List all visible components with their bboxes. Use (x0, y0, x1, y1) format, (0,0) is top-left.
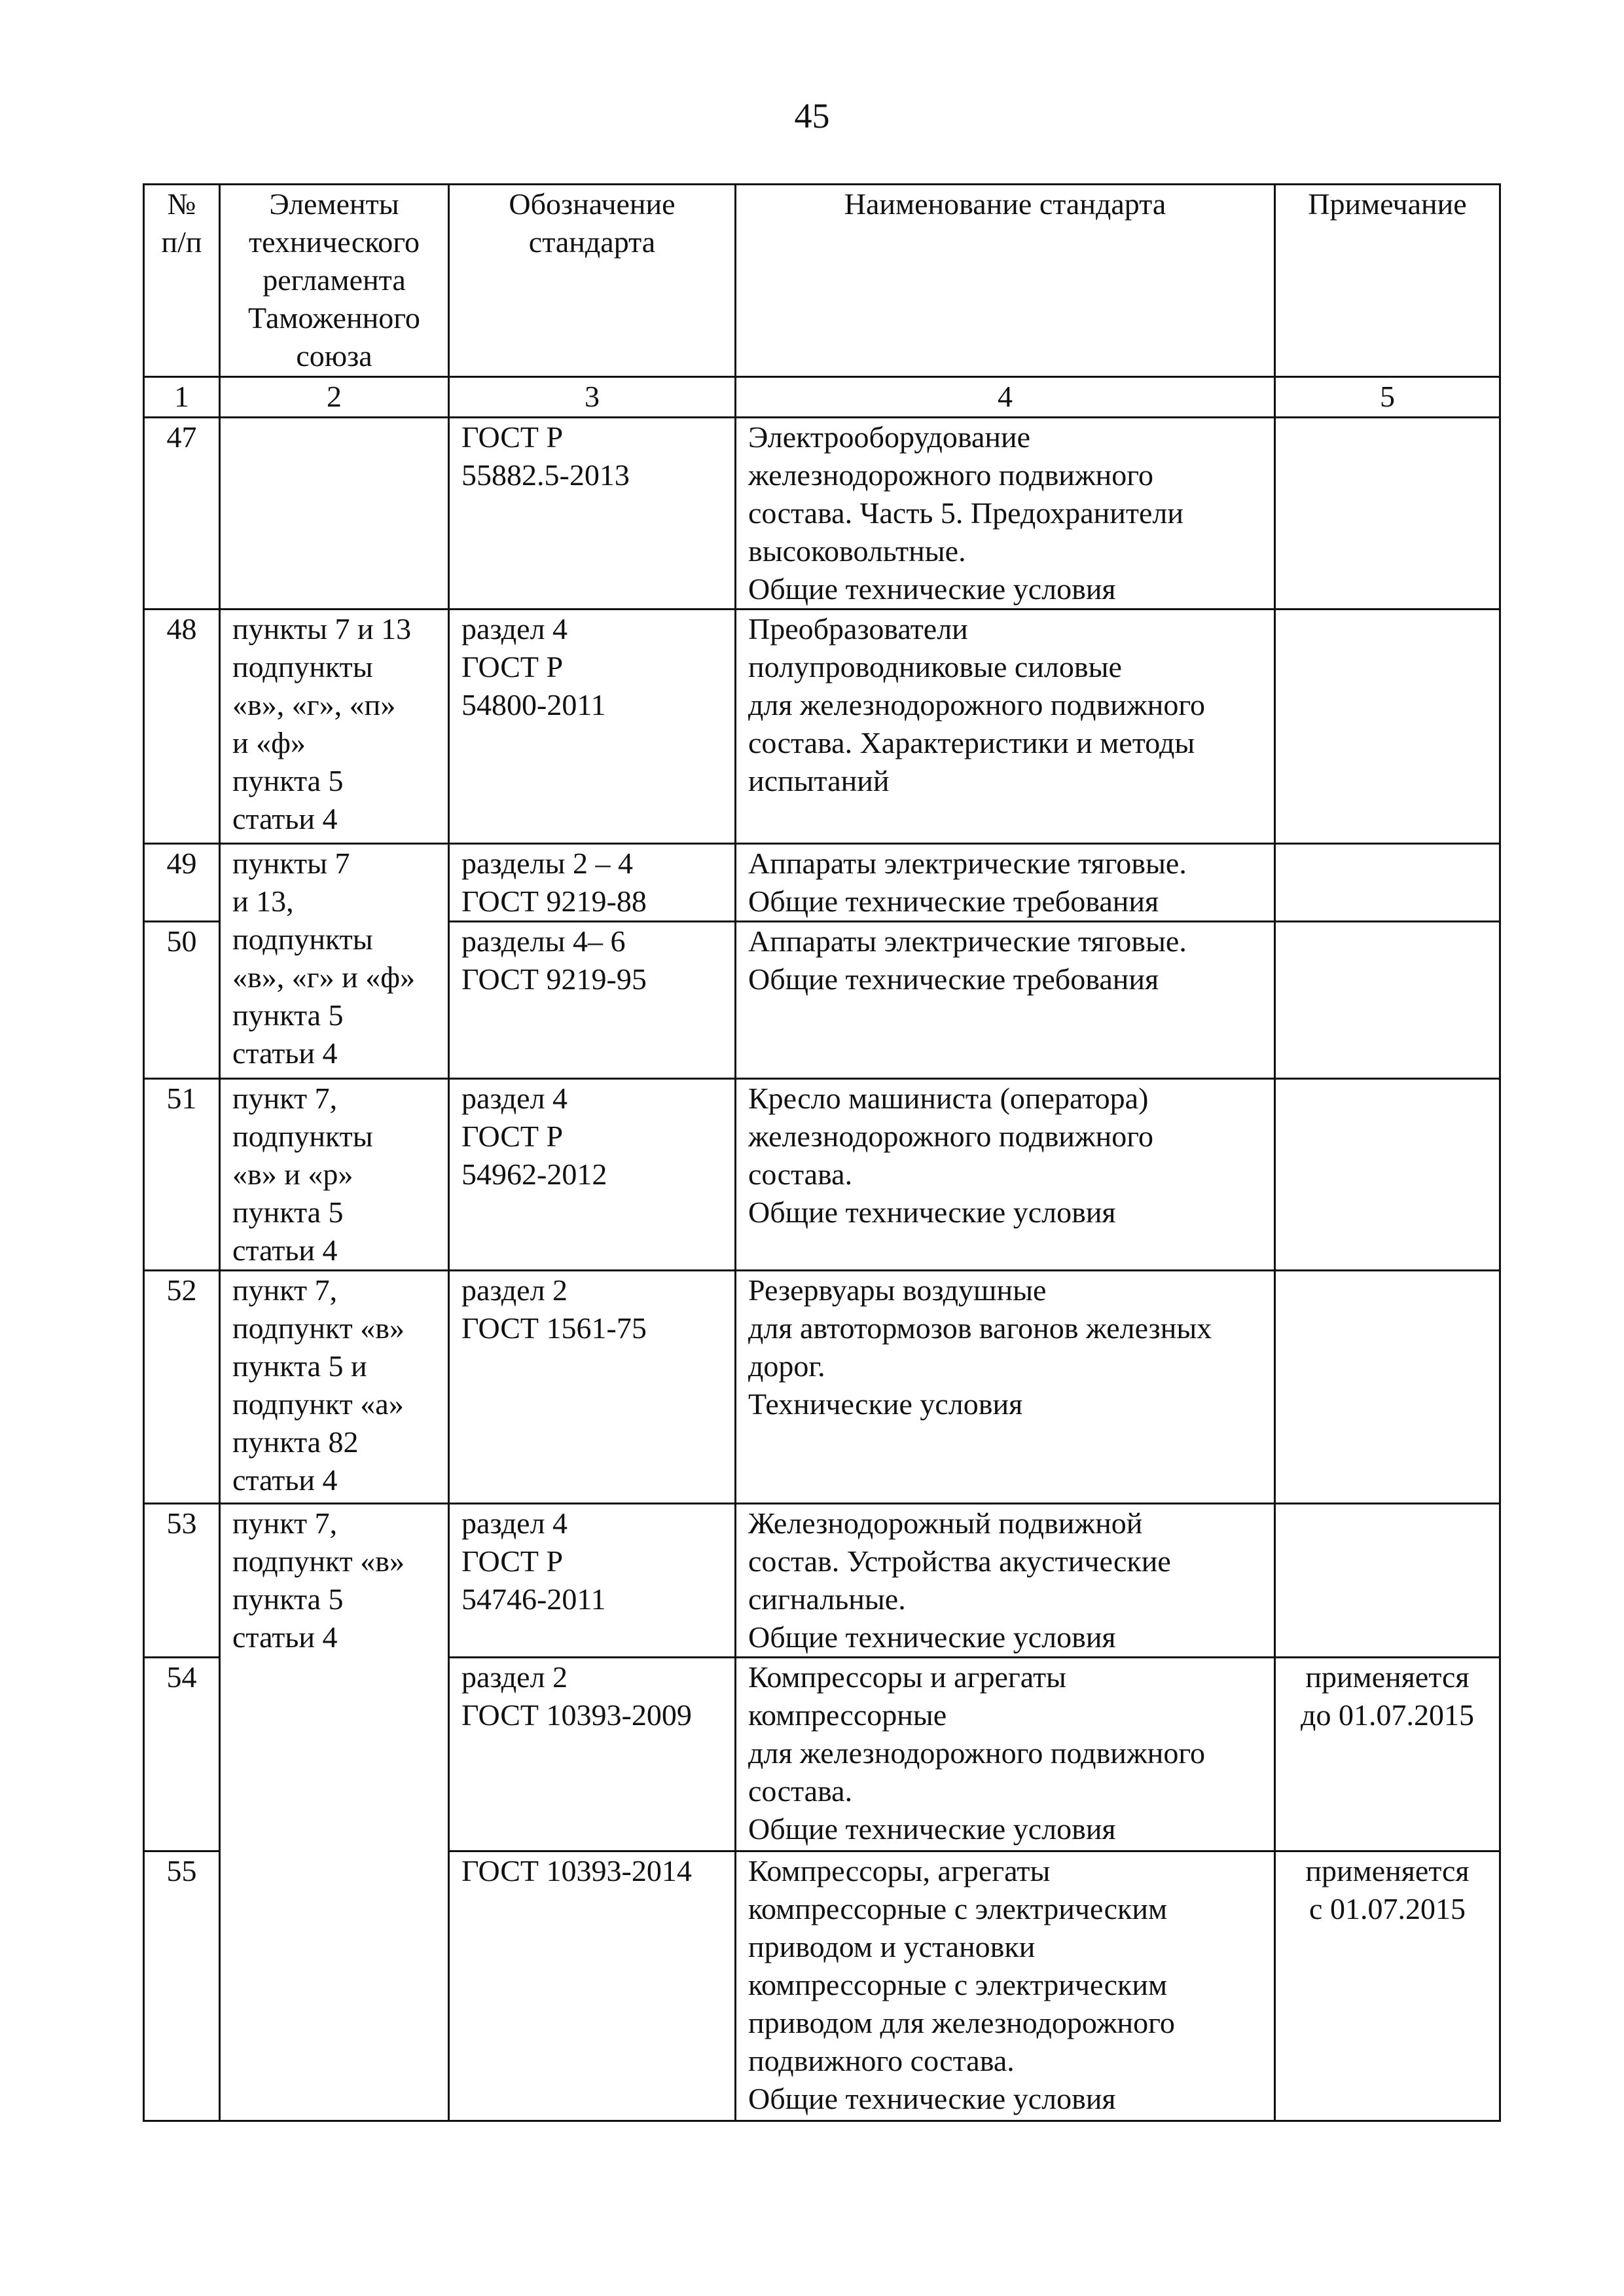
row-standard-name: Аппараты электрические тяговые. Общие технические требования (736, 844, 1275, 922)
row-standard-name: Компрессоры и агрегаты компрессорные для железнодорожного подвижного состава. Общие технические условия (736, 1658, 1275, 1851)
header-designation: Обозначение стандарта (449, 185, 736, 377)
header-number: № п/п (144, 185, 220, 377)
row-note (1275, 1079, 1500, 1271)
row-number: 55 (144, 1851, 220, 2121)
row-elements: пункт 7, подпункт «в» пункта 5 и подпункт «а» пункта 82 статьи 4 (220, 1271, 449, 1504)
column-number: 5 (1275, 377, 1500, 418)
row-designation: разделы 4– 6 ГОСТ 9219-95 (449, 922, 736, 1079)
row-note: применяется с 01.07.2015 (1275, 1851, 1500, 2121)
column-number: 1 (144, 377, 220, 418)
row-number: 51 (144, 1079, 220, 1271)
row-designation: раздел 4 ГОСТ Р 54962-2012 (449, 1079, 736, 1271)
row-designation: ГОСТ Р 55882.5-2013 (449, 418, 736, 610)
header-note: Примечание (1275, 185, 1500, 377)
table-row (144, 1271, 1500, 1504)
row-elements: пункт 7, подпункт «в» пункта 5 статьи 4 (220, 1504, 449, 2121)
row-note (1275, 1271, 1500, 1504)
table-row (144, 844, 1500, 922)
row-elements (220, 418, 449, 610)
column-number: 3 (449, 377, 736, 418)
row-elements: пункт 7, подпункты «в» и «р» пункта 5 статьи 4 (220, 1079, 449, 1271)
row-number: 53 (144, 1504, 220, 1658)
page-number: 45 (794, 96, 830, 136)
row-standard-name: Компрессоры, агрегаты компрессорные с электрическим приводом и установки компрессорные с электрическим приводом для железнодорожного подвижного состава. Общие технические условия (736, 1851, 1275, 2121)
row-standard-name: Железнодорожный подвижной состав. Устройства акустические сигнальные. Общие технические условия (736, 1504, 1275, 1658)
row-standard-name: Преобразователи полупроводниковые силовые для железнодорожного подвижного состава. Характеристики и методы испытаний (736, 610, 1275, 844)
row-number: 49 (144, 844, 220, 922)
row-number: 50 (144, 922, 220, 1079)
row-note: применяется до 01.07.2015 (1275, 1658, 1500, 1851)
row-elements: пункты 7 и 13 подпункты «в», «г», «п» и «ф» пункта 5 статьи 4 (220, 610, 449, 844)
row-note (1275, 844, 1500, 922)
row-number: 48 (144, 610, 220, 844)
row-standard-name: Резервуары воздушные для автотормозов вагонов железных дорог. Технические условия (736, 1271, 1275, 1504)
row-standard-name: Аппараты электрические тяговые. Общие технические требования (736, 922, 1275, 1079)
row-note (1275, 610, 1500, 844)
row-standard-name: Электрооборудование железнодорожного подвижного состава. Часть 5. Предохранители высоковольтные. Общие технические условия (736, 418, 1275, 610)
header-elements: Элементы технического регламента Таможенного союза (220, 185, 449, 377)
column-number: 2 (220, 377, 449, 418)
row-note (1275, 418, 1500, 610)
table-row (144, 610, 1500, 844)
row-number: 54 (144, 1658, 220, 1851)
table-row (144, 1504, 1500, 1658)
column-number-row (144, 377, 1500, 418)
table-row (144, 1079, 1500, 1271)
row-note (1275, 922, 1500, 1079)
header-name: Наименование стандарта (736, 185, 1275, 377)
table-row (144, 418, 1500, 610)
row-note (1275, 1504, 1500, 1658)
row-designation: раздел 4 ГОСТ Р 54746-2011 (449, 1504, 736, 1658)
row-designation: разделы 2 – 4 ГОСТ 9219-88 (449, 844, 736, 922)
table-header-row (144, 185, 1500, 377)
standards-table (143, 183, 1501, 2122)
row-number: 47 (144, 418, 220, 610)
row-standard-name: Кресло машиниста (оператора) железнодорожного подвижного состава. Общие технические условия (736, 1079, 1275, 1271)
row-designation: раздел 4 ГОСТ Р 54800-2011 (449, 610, 736, 844)
row-designation: раздел 2 ГОСТ 1561-75 (449, 1271, 736, 1504)
row-elements: пункты 7 и 13, подпункты «в», «г» и «ф» пункта 5 статьи 4 (220, 844, 449, 1079)
row-designation: раздел 2 ГОСТ 10393-2009 (449, 1658, 736, 1851)
column-number: 4 (736, 377, 1275, 418)
row-designation: ГОСТ 10393-2014 (449, 1851, 736, 2121)
row-number: 52 (144, 1271, 220, 1504)
